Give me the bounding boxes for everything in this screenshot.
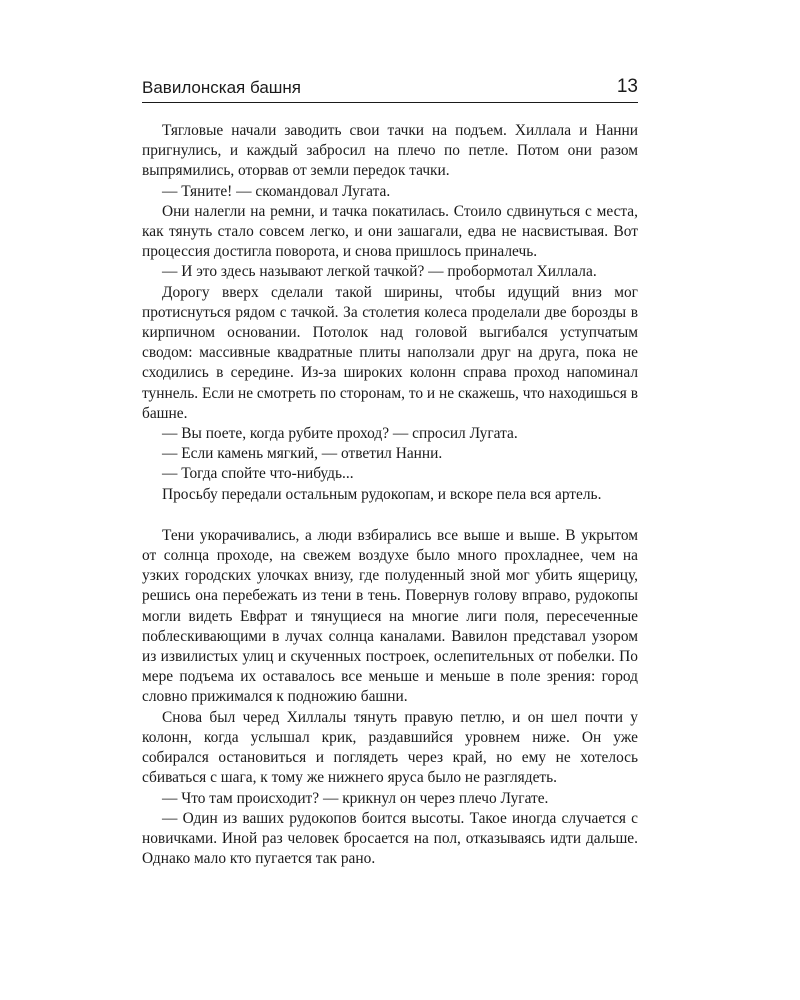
paragraph: — Что там происходит? — крикнул он через плечо Лугате.: [162, 789, 549, 807]
paragraph: — Вы поете, когда рубите проход? — спросил Лугата.: [162, 425, 518, 443]
chapter-title: Вавилонская башня: [142, 78, 302, 97]
paragraph: Дорогу вверх сделали такой ширины, чтобы идущий вниз мог протиснуться рядом с тачкой. За столетия колеса проделали две борозды в кирпичном основании. Потолок над головой выгибался уступчатым сводом: массивные квадратные плиты наползали друг на друга, пока не сходились в середине. Из-за широких колонн справа проход напоминал туннель. Если не смотреть по сторонам, то и не скажешь, что находишься в башне.: [142, 283, 638, 422]
paragraph: — Тогда спойте что-нибудь...: [162, 465, 354, 483]
paragraph: — Тяните! — скомандовал Лугата.: [162, 182, 391, 200]
section-break: [142, 505, 638, 526]
paragraph: Тени укорачивались, а люди взбирались все выше и выше. В укрытом от солнца проходе, на свежем воздухе было много прохладнее, чем на узких городских улочках внизу, где полуденный зной мог убить ящерицу, решись она перебежать из тени в тень. Повернув голову вправо, рудокопы могли видеть Евфрат и тянущиеся на многие лиги поля, пересеченные поблескивающими в лучах солнца каналами. Вавилон представал узором из извилистых улиц и скученных построек, ослепительных от побелки. По мере подъема их оставалось все меньше и меньше в поле зрения: город словно прижимался к подножию башни.: [142, 526, 638, 706]
paragraph: — Один из ваших рудокопов боится высоты. Такое иногда случается с новичками. Иной раз человек бросается на пол, отказываясь идти дальше. Однако мало кто пугается так рано.: [142, 809, 638, 868]
page-number: 13: [616, 76, 638, 97]
body-text: [142, 121, 638, 869]
paragraph: — И это здесь называют легкой тачкой? — пробормотал Хиллала.: [162, 263, 597, 281]
paragraph: Тягловые начали заводить свои тачки на подъем. Хиллала и Нанни пригнулись, и каждый забросил на плечо по петле. Потом они разом выпрямились, оторвав от земли передок тачки.: [142, 122, 638, 180]
paragraph: Просьбу передали остальным рудокопам, и вскоре пела вся артель.: [162, 485, 602, 503]
paragraph: — Если камень мягкий, — ответил Нанни.: [162, 445, 443, 463]
running-header: [142, 76, 638, 103]
paragraph: Они налегли на ремни, и тачка покатилась. Стоило сдвинуться с места, как тянуть стало совсем легко, и они зашагали, едва не насвистывая. Вот процессия достигла поворота, и снова пришлось приналечь.: [142, 202, 638, 261]
paragraph: Снова был черед Хиллалы тянуть правую петлю, и он шел почти у колонн, когда услышал крик, раздавшийся уровнем ниже. Он уже собирался остановиться и поглядеть через край, но ему не хотелось сбиваться с шага, к тому же нижнего яруса было не разглядеть.: [142, 708, 638, 787]
